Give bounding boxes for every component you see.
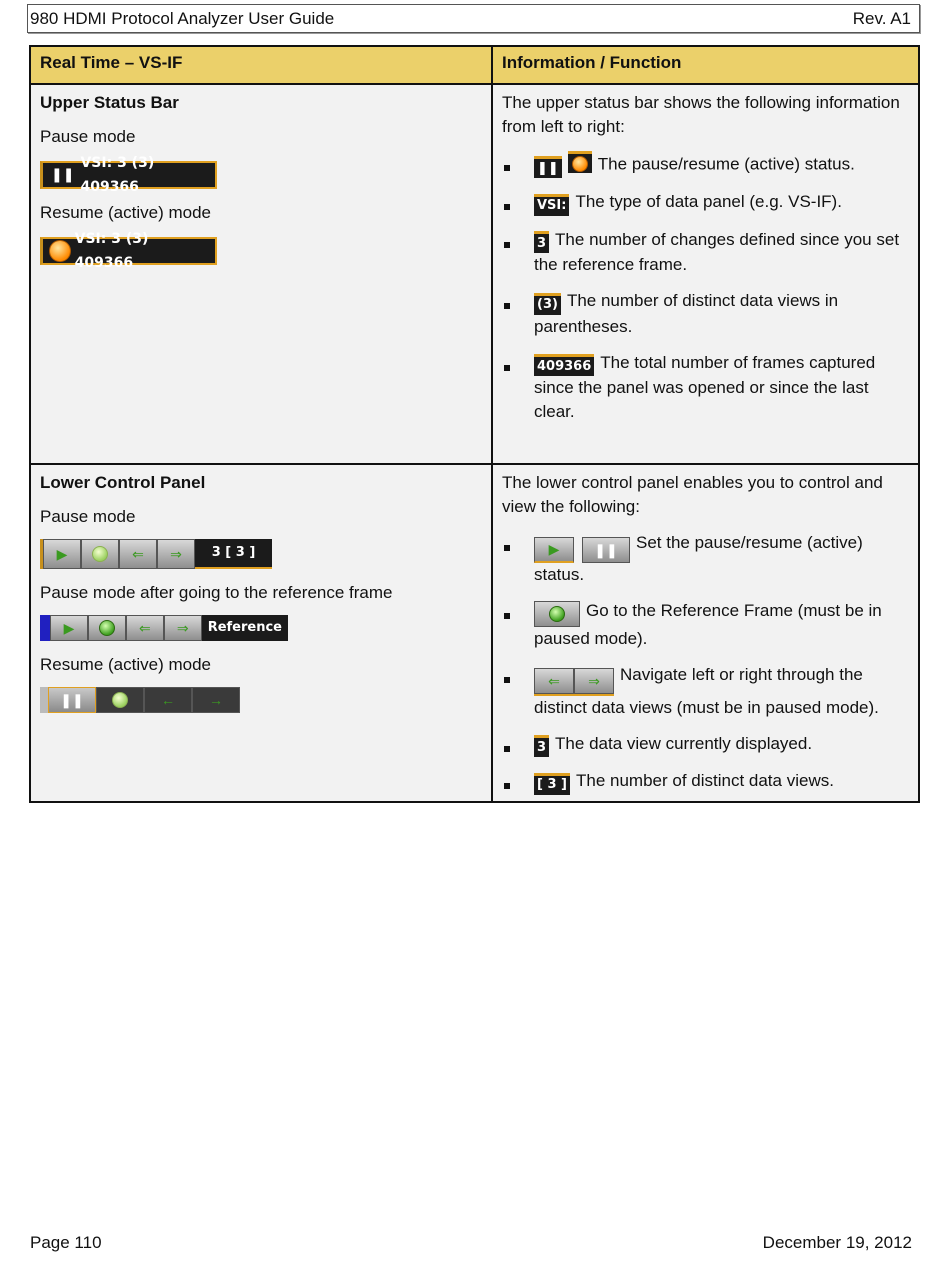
reference-indicator: Reference <box>202 615 288 641</box>
list-item: VSI: The type of data panel (e.g. VS-IF). <box>502 190 909 216</box>
pause-button[interactable]: ❚❚ <box>48 687 96 713</box>
upper-status-title: Upper Status Bar <box>40 93 179 112</box>
list-item: [ 3 ] The number of distinct data views. <box>502 769 909 795</box>
reference-button[interactable] <box>81 539 119 569</box>
control-strip-reference <box>40 615 288 641</box>
lower-resume-label: Resume (active) mode <box>40 655 212 674</box>
document-title: 980 HDMI Protocol Analyzer User Guide <box>30 9 335 28</box>
lower-list <box>502 531 909 795</box>
reference-button[interactable] <box>88 615 126 641</box>
current-view-icon: 3 <box>534 735 549 757</box>
next-view-button[interactable]: ⇒ <box>164 615 202 641</box>
play-button[interactable]: ▶ <box>50 615 88 641</box>
active-orb-icon <box>49 240 71 262</box>
table-row <box>30 84 919 464</box>
list-item: 3 The number of changes defined since you set the reference frame. <box>502 228 909 278</box>
upper-resume-label: Resume (active) mode <box>40 203 212 222</box>
table-row <box>30 464 919 802</box>
next-view-button[interactable]: → <box>192 687 240 713</box>
function-table <box>29 45 920 803</box>
navigate-buttons-icon: ⇐ ⇒ <box>534 668 614 696</box>
frames-icon: 409366 <box>534 354 594 376</box>
document-date: December 19, 2012 <box>762 1233 912 1252</box>
pause-icon: ❚❚ <box>534 156 562 178</box>
vsi-icon: VSI: <box>534 194 569 216</box>
col-header-info: Information / Function <box>492 46 919 84</box>
list-item: 409366 The total number of frames captured since the panel was opened or since the last clear. <box>502 351 909 425</box>
status-bar-paused <box>40 155 217 195</box>
play-button[interactable]: ▶ <box>43 539 81 569</box>
lower-control-title: Lower Control Panel <box>40 473 206 492</box>
status-bar-text: VSI: 3 (3) 409366 <box>74 231 149 271</box>
changes-icon: 3 <box>534 231 549 253</box>
list-item: 3 The data view currently displayed. <box>502 732 909 758</box>
page-number: Page 110 <box>30 1233 102 1252</box>
views-icon: (3) <box>534 293 561 315</box>
lower-pause-label: Pause mode <box>40 507 136 526</box>
upper-status-cell <box>30 84 492 464</box>
upper-intro: The upper status bar shows the following information from left to right: <box>502 93 900 136</box>
pause-icon: ❚❚ <box>51 167 75 183</box>
status-bar-active <box>40 231 217 271</box>
list-item: ⇐ ⇒ Navigate left or right through the distinct data views (must be in paused mode). <box>502 663 909 720</box>
control-strip-active <box>40 687 240 713</box>
next-view-button[interactable]: ⇒ <box>157 539 195 569</box>
page-header <box>27 4 920 33</box>
view-count-icon: [ 3 ] <box>534 773 570 795</box>
reference-button[interactable] <box>96 687 144 713</box>
status-bar-text: VSI: 3 (3) 409366 <box>80 155 155 195</box>
play-pause-buttons-icon: ▶ ❚❚ <box>534 537 630 563</box>
list-item: ▶ ❚❚ Set the pause/resume (active) status. <box>502 531 909 587</box>
lower-ref-label: Pause mode after going to the reference frame <box>40 583 393 602</box>
upper-pause-label: Pause mode <box>40 127 136 146</box>
lower-intro: The lower control panel enables you to control and view the following: <box>502 473 883 516</box>
prev-view-button[interactable]: ← <box>144 687 192 713</box>
lower-info-cell <box>492 464 919 802</box>
list-item: ❚❚ The pause/resume (active) status. <box>502 151 909 178</box>
upper-info-cell <box>492 84 919 464</box>
upper-list <box>502 151 909 424</box>
list-item: (3) The number of distinct data views in parentheses. <box>502 289 909 339</box>
col-header-realtime: Real Time – VS-IF <box>30 46 492 84</box>
prev-view-button[interactable]: ⇐ <box>119 539 157 569</box>
view-counter: 3 [ 3 ] <box>195 539 272 569</box>
active-orb-icon <box>568 151 592 173</box>
revision: Rev. A1 <box>852 9 911 28</box>
prev-view-button[interactable]: ⇐ <box>126 615 164 641</box>
lower-control-cell <box>30 464 492 802</box>
reference-button-icon <box>534 601 580 627</box>
list-item: Go to the Reference Frame (must be in paused mode). <box>502 599 909 651</box>
control-strip-paused <box>40 539 272 569</box>
